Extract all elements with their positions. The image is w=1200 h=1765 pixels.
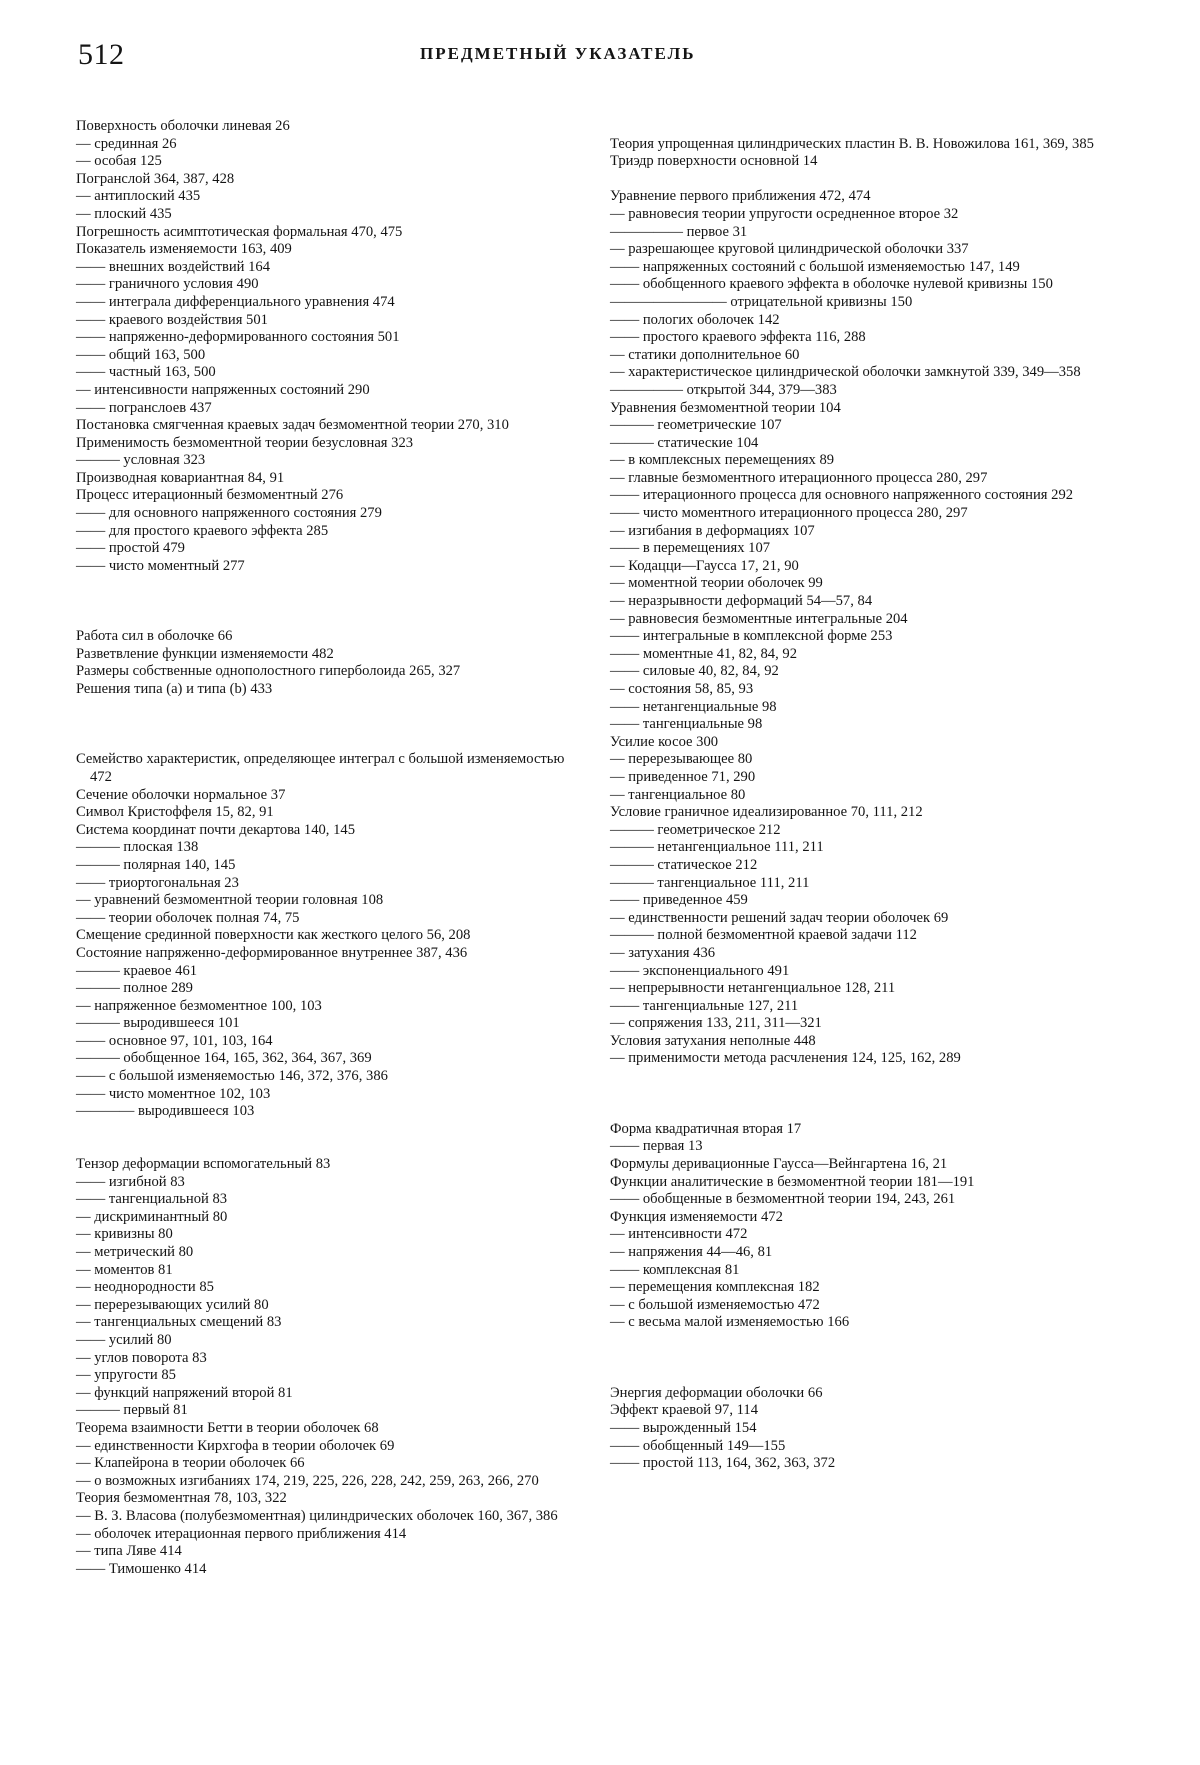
index-subentry: —— экспоненциального 491 bbox=[610, 962, 790, 979]
index-subentry: —— напряженно-деформированного состояния 501 bbox=[76, 329, 400, 346]
index-subentry: —— основное 97, 101, 103, 164 bbox=[76, 1032, 273, 1049]
index-subentry: — с большой изменяемостью 472 bbox=[610, 1296, 820, 1313]
index-entry: Работа сил в оболочке 66 bbox=[76, 628, 233, 645]
index-entry: Теория упрощенная цилиндрических пластин В. В. Новожилова 161, 369, 385 bbox=[610, 135, 1094, 152]
index-subentry: ——— плоская 138 bbox=[76, 839, 199, 856]
index-entry: Решения типа (a) и типа (b) 433 bbox=[76, 681, 273, 697]
index-subentry: ——— геометрическое 212 bbox=[610, 821, 781, 838]
index-subentry: —— простой 479 bbox=[76, 540, 185, 557]
index-subentry: — тангенциальных смещений 83 bbox=[76, 1314, 282, 1331]
index-subentry: ————— открытой 344, 379—383 bbox=[610, 381, 837, 398]
index-subentry: —— триортогональная 23 bbox=[76, 874, 239, 891]
index-subentry: —— краевого воздействия 501 bbox=[76, 311, 268, 328]
index-entry: Производная ковариантная 84, 91 bbox=[76, 469, 285, 486]
spacer bbox=[610, 171, 1108, 189]
index-entry: Погрешность асимптотическая формальная 470, 475 bbox=[76, 223, 403, 240]
index-subentry: — интенсивности напряженных состояний 290 bbox=[76, 381, 370, 398]
index-subentry: —— частный 163, 500 bbox=[76, 364, 216, 381]
index-subentry: —— погранслоев 437 bbox=[76, 399, 212, 416]
index-subentry: ——— геометрические 107 bbox=[610, 417, 782, 434]
index-subentry: —— для простого краевого эффекта 285 bbox=[76, 522, 329, 539]
index-subentry: —— чисто моментного итерационного процесса 280, 297 bbox=[610, 505, 968, 522]
index-subentry: ————— первое 31 bbox=[610, 223, 748, 240]
index-column-left bbox=[76, 118, 576, 1578]
index-subentry: ——— полярная 140, 145 bbox=[76, 856, 236, 873]
index-entry: Символ Кристоффеля 15, 82, 91 bbox=[76, 804, 274, 821]
index-subentry: — перерезывающих усилий 80 bbox=[76, 1296, 269, 1313]
index-entry: Применимость безмоментной теории безусловная 323 bbox=[76, 434, 414, 451]
index-subentry: —— изгибной 83 bbox=[76, 1173, 185, 1190]
index-entry: Показатель изменяемости 163, 409 bbox=[76, 241, 292, 258]
index-subentry: — неоднородности 85 bbox=[76, 1279, 214, 1296]
index-entry: Уравнение первого приближения 472, 474 bbox=[610, 188, 871, 205]
index-subentry: ——— нетангенциальное 111, 211 bbox=[610, 839, 824, 856]
index-subentry: ——— первый 81 bbox=[76, 1402, 188, 1419]
index-subentry: —— с большой изменяемостью 146, 372, 376, 386 bbox=[76, 1068, 388, 1085]
spacer bbox=[610, 1350, 1108, 1368]
index-subentry: —— чисто моментный 277 bbox=[76, 557, 245, 574]
index-subentry: —— интеграла дифференциального уравнения 474 bbox=[76, 293, 395, 310]
index-subentry: ——— статические 104 bbox=[610, 434, 759, 451]
index-subentry: ——— выродившееся 101 bbox=[76, 1015, 240, 1032]
index-entry: Поверхность оболочки линевая 26 bbox=[76, 118, 290, 134]
index-entry: Размеры собственные однополостного гиперболоида 265, 327 bbox=[76, 663, 461, 680]
index-entry: Эффект краевой 97, 114 bbox=[610, 1402, 758, 1419]
spacer bbox=[76, 1121, 576, 1139]
index-subentry: —— тангенциальной 83 bbox=[76, 1191, 228, 1208]
index-subentry: — состояния 58, 85, 93 bbox=[610, 681, 754, 697]
index-subentry: — о возможных изгибаниях 174, 219, 225, 226, 228, 242, 259, 263, 266, 270 bbox=[76, 1472, 539, 1489]
index-entry: Теорема взаимности Бетти в теории оболочек 68 bbox=[76, 1419, 379, 1436]
index-subentry: — типа Ляве 414 bbox=[76, 1543, 182, 1560]
spacer bbox=[76, 716, 576, 734]
running-head: ПРЕДМЕТНЫЙ УКАЗАТЕЛЬ bbox=[420, 44, 696, 63]
index-subentry: — упругости 85 bbox=[76, 1367, 176, 1384]
index-subentry: — оболочек итерационная первого приближения 414 bbox=[76, 1525, 407, 1542]
index-subentry: — перемещения комплексная 182 bbox=[610, 1279, 820, 1296]
index-entry: Тензор деформации вспомогательный 83 bbox=[76, 1156, 331, 1173]
index-subentry: —— теории оболочек полная 74, 75 bbox=[76, 909, 300, 926]
index-subentry: —— тангенциальные 98 bbox=[610, 716, 763, 733]
index-subentry: — интенсивности 472 bbox=[610, 1226, 748, 1243]
index-subentry: —— первая 13 bbox=[610, 1138, 703, 1155]
index-entry: Формулы деривационные Гаусса—Вейнгартена 16, 21 bbox=[610, 1156, 948, 1173]
index-subentry: — равновесия безмоментные интегральные 204 bbox=[610, 610, 908, 627]
index-subentry: — метрический 80 bbox=[76, 1244, 194, 1260]
spacer bbox=[76, 734, 576, 752]
index-subentry: —— приведенное 459 bbox=[610, 892, 748, 909]
index-subentry: —— силовые 40, 82, 84, 92 bbox=[610, 663, 779, 680]
index-entry: Условия затухания неполные 448 bbox=[610, 1032, 816, 1049]
index-entry: Постановка смягченная краевых задач безмоментной теории 270, 310 bbox=[76, 417, 509, 434]
spacer bbox=[610, 1103, 1108, 1121]
index-subentry: —— Тимошенко 414 bbox=[76, 1560, 207, 1577]
index-subentry: ——— условная 323 bbox=[76, 452, 206, 469]
index-subentry: — единственности решений задач теории оболочек 69 bbox=[610, 909, 949, 926]
index-subentry: —— моментные 41, 82, 84, 92 bbox=[610, 645, 797, 662]
index-entry: Процесс итерационный безмоментный 276 bbox=[76, 487, 344, 504]
index-subentry: — разрешающее круговой цилиндрической оболочки 337 bbox=[610, 241, 969, 258]
index-subentry: — единственности Кирхгофа в теории оболочек 69 bbox=[76, 1437, 395, 1454]
index-subentry: — применимости метода расчленения 124, 125, 162, 289 bbox=[610, 1050, 961, 1067]
index-subentry: ——— обобщенное 164, 165, 362, 364, 367, 369 bbox=[76, 1050, 372, 1067]
index-subentry: — напряженное безмоментное 100, 103 bbox=[76, 997, 322, 1014]
index-entry: Разветвление функции изменяемости 482 bbox=[76, 645, 334, 662]
index-subentry: —— простого краевого эффекта 116, 288 bbox=[610, 329, 866, 346]
index-subentry: —— итерационного процесса для основного напряженного состояния 292 bbox=[610, 487, 1074, 504]
index-entry: Погранслой 364, 387, 428 bbox=[76, 170, 235, 187]
index-subentry: — равновесия теории упругости осредненное второе 32 bbox=[610, 205, 959, 222]
index-entry: Условие граничное идеализированное 70, 111, 212 bbox=[610, 804, 923, 821]
spacer bbox=[76, 611, 576, 629]
index-entry: Система координат почти декартова 140, 145 bbox=[76, 821, 355, 838]
spacer bbox=[76, 575, 576, 593]
spacer bbox=[610, 1332, 1108, 1350]
index-entry: Форма квадратичная вторая 17 bbox=[610, 1120, 802, 1137]
spacer bbox=[76, 593, 576, 611]
index-subentry: — приведенное 71, 290 bbox=[610, 768, 756, 785]
index-subentry: —— обобщенный 149—155 bbox=[610, 1437, 786, 1454]
index-entry: Функция изменяемости 472 bbox=[610, 1208, 783, 1225]
index-subentry: —— пологих оболочек 142 bbox=[610, 311, 780, 328]
index-entry: Уравнения безмоментной теории 104 bbox=[610, 399, 841, 416]
index-subentry: —— тангенциальные 127, 211 bbox=[610, 997, 799, 1014]
index-subentry: — моментной теории оболочек 99 bbox=[610, 575, 823, 592]
index-subentry: ——— тангенциальное 111, 211 bbox=[610, 874, 810, 891]
index-subentry: — сопряжения 133, 211, 311—321 bbox=[610, 1015, 822, 1032]
index-subentry: — особая 125 bbox=[76, 153, 162, 170]
index-subentry: —— внешних воздействий 164 bbox=[76, 258, 271, 275]
index-subentry: — перерезывающее 80 bbox=[610, 751, 753, 768]
index-subentry: — срединная 26 bbox=[76, 135, 177, 152]
spacer bbox=[610, 1367, 1108, 1385]
spacer bbox=[610, 1086, 1108, 1104]
index-subentry: ———— выродившееся 103 bbox=[76, 1103, 255, 1120]
index-subentry: ——— полное 289 bbox=[76, 980, 193, 997]
spacer bbox=[76, 1138, 576, 1156]
index-subentry: —— граничного условия 490 bbox=[76, 276, 259, 293]
index-subentry: —— в перемещениях 107 bbox=[610, 540, 771, 557]
index-subentry: — характеристическое цилиндрической оболочки замкнутой 339, 349—358 bbox=[610, 364, 1081, 381]
page-number: 512 bbox=[78, 38, 125, 71]
index-subentry: — В. З. Власова (полубезмоментная) цилиндрических оболочек 160, 367, 386 bbox=[76, 1507, 558, 1524]
index-entry: Сечение оболочки нормальное 37 bbox=[76, 786, 286, 803]
index-subentry: — главные безмоментного итерационного процесса 280, 297 bbox=[610, 469, 988, 486]
index-subentry: —— усилий 80 bbox=[76, 1331, 172, 1348]
index-subentry: — антиплоский 435 bbox=[76, 188, 201, 205]
index-subentry: — тангенциальное 80 bbox=[610, 786, 746, 803]
index-subentry: — статики дополнительное 60 bbox=[610, 346, 800, 363]
index-subentry: —— обобщенные в безмоментной теории 194, 243, 261 bbox=[610, 1191, 956, 1208]
index-entry: Усилие косое 300 bbox=[610, 733, 719, 750]
spacer bbox=[610, 1068, 1108, 1086]
index-subentry: —— обобщенного краевого эффекта в оболочке нулевой кривизны 150 bbox=[610, 276, 1053, 293]
index-entry: Энергия деформации оболочки 66 bbox=[610, 1384, 823, 1401]
index-subentry: —— для основного напряженного состояния 279 bbox=[76, 505, 382, 522]
index-entry: Семейство характеристик, определяющее интеграл с большой изменяемостью 472 bbox=[76, 751, 565, 785]
index-subentry: —— вырожденный 154 bbox=[610, 1419, 757, 1436]
index-subentry: —— чисто моментное 102, 103 bbox=[76, 1085, 271, 1102]
index-subentry: — моментов 81 bbox=[76, 1261, 173, 1278]
index-entry: Состояние напряженно-деформированное внутреннее 387, 436 bbox=[76, 944, 468, 961]
index-entry: Теория безмоментная 78, 103, 322 bbox=[76, 1490, 287, 1507]
index-subentry: — в комплексных перемещениях 89 bbox=[610, 452, 835, 469]
index-subentry: — функций напряжений второй 81 bbox=[76, 1384, 293, 1401]
index-subentry: — с весьма малой изменяемостью 166 bbox=[610, 1314, 850, 1331]
index-subentry: — Клапейрона в теории оболочек 66 bbox=[76, 1455, 305, 1472]
index-subentry: ——— полной безмоментной краевой задачи 112 bbox=[610, 927, 917, 944]
index-subentry: ———————— отрицательной кривизны 150 bbox=[610, 293, 913, 310]
index-subentry: — напряжения 44—46, 81 bbox=[610, 1244, 773, 1260]
index-subentry: —— общий 163, 500 bbox=[76, 346, 206, 363]
index-entry: Функции аналитические в безмоментной теории 181—191 bbox=[610, 1173, 975, 1190]
index-subentry: — неразрывности деформаций 54—57, 84 bbox=[610, 593, 873, 610]
spacer bbox=[610, 118, 1108, 136]
index-entry: Триэдр поверхности основной 14 bbox=[610, 153, 818, 170]
index-subentry: ——— статическое 212 bbox=[610, 856, 758, 873]
index-column-right bbox=[610, 118, 1108, 1473]
index-subentry: — углов поворота 83 bbox=[76, 1349, 207, 1366]
index-subentry: ——— краевое 461 bbox=[76, 962, 198, 979]
index-subentry: — дискриминантный 80 bbox=[76, 1208, 228, 1225]
index-subentry: —— нетангенциальные 98 bbox=[610, 698, 777, 715]
index-subentry: —— интегральные в комплексной форме 253 bbox=[610, 628, 893, 645]
index-entry: Смещение срединной поверхности как жесткого целого 56, 208 bbox=[76, 927, 471, 944]
index-subentry: — затухания 436 bbox=[610, 944, 716, 961]
index-subentry: — уравнений безмоментной теории головная 108 bbox=[76, 892, 384, 909]
index-subentry: — плоский 435 bbox=[76, 205, 172, 222]
index-subentry: —— комплексная 81 bbox=[610, 1261, 740, 1278]
index-subentry: —— напряженных состояний с большой изменяемостью 147, 149 bbox=[610, 258, 1020, 275]
index-subentry: — непрерывности нетангенциальное 128, 211 bbox=[610, 980, 896, 997]
index-subentry: — кривизны 80 bbox=[76, 1226, 173, 1243]
index-subentry: — Кодацци—Гаусса 17, 21, 90 bbox=[610, 557, 799, 574]
index-subentry: —— простой 113, 164, 362, 363, 372 bbox=[610, 1455, 836, 1472]
spacer bbox=[76, 699, 576, 717]
index-subentry: — изгибания в деформациях 107 bbox=[610, 522, 815, 539]
